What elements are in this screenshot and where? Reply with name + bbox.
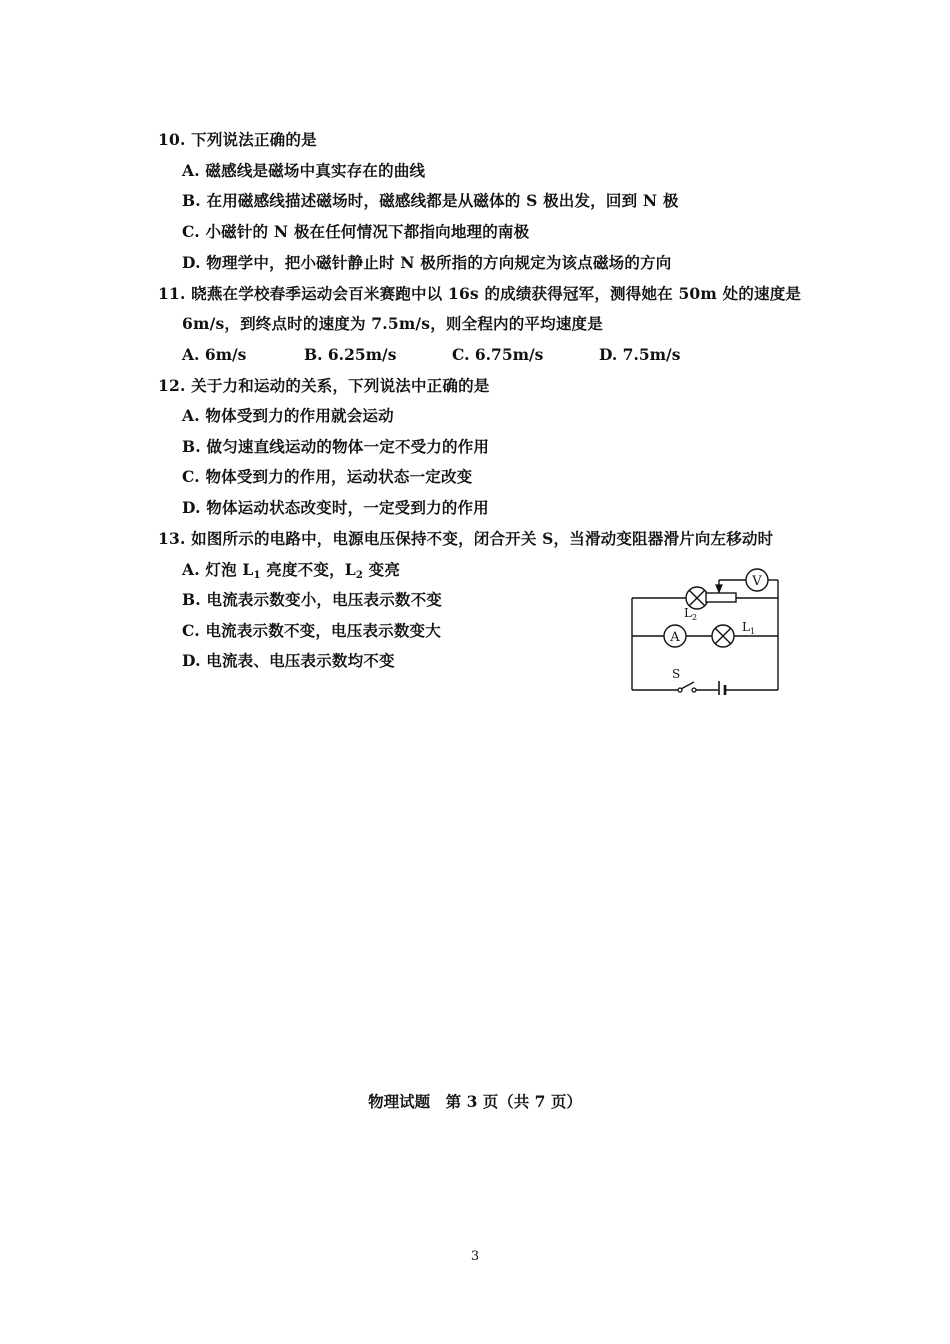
q10-stem: 10. 下列说法正确的是 (158, 130, 317, 149)
q12-option-d: D. 物体运动状态改变时，一定受到力的作用 (182, 498, 489, 517)
svg-text:V: V (752, 574, 762, 589)
page-footer: 物理试题 第 3 页（共 7 页） (368, 1092, 582, 1111)
lamp-l2-label: $L_2$ (684, 606, 698, 622)
q10-option-b: B. 在用磁感线描述磁场时，磁感线都是从磁体的 S 极出发，回到 N 极 (182, 191, 679, 210)
q11-option-a: A. 6m/s (182, 345, 247, 364)
q12-option-a: A. 物体受到力的作用就会运动 (182, 406, 394, 425)
battery-icon (719, 681, 725, 695)
rheostat-resistor (706, 593, 736, 602)
q10-option-a: A. 磁感线是磁场中真实存在的曲线 (182, 161, 426, 180)
q13-option-b: B. 电流表示数变小，电压表示数不变 (182, 590, 442, 609)
circuit-diagram (620, 560, 790, 695)
q10-option-c: C. 小磁针的 N 极在任何情况下都指向地理的南极 (182, 222, 530, 241)
q13-option-d: D. 电流表、电压表示数均不变 (182, 651, 395, 670)
q10-option-d: D. 物理学中，把小磁针静止时 N 极所指的方向规定为该点磁场的方向 (182, 253, 672, 272)
q11-option-d: D. 7.5m/s (599, 345, 681, 364)
voltmeter-icon (746, 569, 768, 591)
q12-option-b: B. 做匀速直线运动的物体一定不受力的作用 (182, 437, 490, 456)
page-number: 3 (470, 1249, 480, 1264)
svg-text:A: A (670, 630, 680, 645)
lamp-l1-icon (712, 625, 734, 647)
q12-option-c: C. 物体受到力的作用，运动状态一定改变 (182, 467, 473, 486)
ammeter-icon (664, 625, 686, 647)
lamp-l1-label: $L_1$ (742, 620, 756, 636)
q11-stem-line2: 6m/s，到终点时的速度为 7.5m/s，则全程内的平均速度是 (182, 314, 603, 333)
switch-label: S (672, 667, 681, 681)
switch-icon (678, 682, 696, 692)
q11-option-b: B. 6.25m/s (304, 345, 397, 364)
q13-option-a: A. 灯泡 $L_1$ 亮度不变，$L_2$ 变亮 (182, 560, 401, 581)
q11-option-c: C. 6.75m/s (452, 345, 544, 364)
rheostat-slider-icon (716, 585, 722, 592)
q13-option-c: C. 电流表示数不变，电压表示数变大 (182, 621, 441, 640)
q12-stem: 12. 关于力和运动的关系，下列说法中正确的是 (158, 376, 490, 395)
q11-options (182, 345, 702, 365)
q11-stem-line1: 11. 晓燕在学校春季运动会百米赛跑中以 16s 的成绩获得冠军，测得她在 50m 处的速度是 (158, 284, 802, 303)
q13-stem: 13. 如图所示的电路中，电源电压保持不变，闭合开关 S，当滑动变阻器滑片向左移动时 (158, 529, 774, 548)
